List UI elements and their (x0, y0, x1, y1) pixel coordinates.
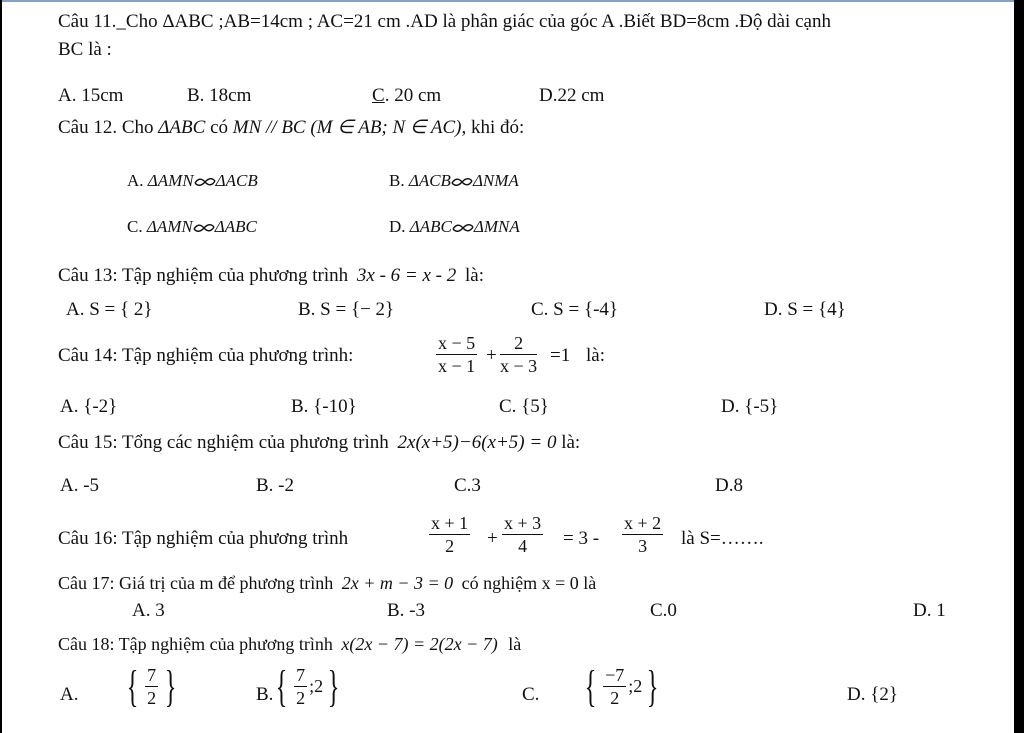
q18-text: Câu 18: Tập nghiệm của phương trình (58, 634, 333, 654)
q18-option-c-set (580, 661, 663, 711)
q16-f2-num: x + 3 (504, 513, 542, 533)
left-brace: { (584, 661, 597, 711)
q12-prefix: Câu 12. Cho (58, 117, 159, 138)
q16-suffix: là S=……. (681, 528, 764, 549)
q14-fraction-1 (436, 333, 477, 376)
q15-question (58, 432, 580, 454)
q15-option-c: C.3 (454, 475, 481, 496)
q18-option-d: D. {2} (847, 684, 898, 705)
q11-option-d: D.22 cm (539, 85, 605, 106)
q13-question (58, 265, 484, 287)
q15-option-d: D.8 (715, 475, 743, 496)
q12-a-left: ΔAMN (147, 171, 194, 190)
q12-option-a (127, 170, 258, 192)
q14-f1-den: x − 1 (438, 356, 476, 376)
q12-suffix: , khi đó: (461, 117, 525, 138)
q12-c-label: C. (127, 217, 143, 236)
q13-option-a: A. S = { 2} (66, 299, 153, 320)
q11-option-b: B. 18cm (187, 85, 252, 106)
right-brace: } (164, 661, 177, 711)
right-brace: } (327, 661, 340, 711)
q18-question (58, 633, 521, 655)
q12-a-right: ΔACB (215, 171, 258, 190)
q16-fraction-2 (502, 513, 543, 556)
q18-equation: x(2x − 7) = 2(2x − 7) (341, 634, 498, 654)
q18-option-b-set (271, 661, 344, 711)
similar-icon (194, 176, 216, 188)
q12-b-left: ΔACB (408, 171, 451, 190)
q15-text: Câu 15: Tổng các nghiệm của phương trình (58, 432, 389, 453)
q18-c-tail: ;2 (628, 676, 643, 696)
q12-d-right: ΔMNA (473, 217, 520, 236)
q17-option-c: C.0 (650, 600, 677, 621)
q16-mid: = 3 - (563, 528, 600, 549)
exam-page (2, 0, 1014, 733)
q16-question: Câu 16: Tập nghiệm của phương trình (58, 528, 349, 549)
q12-d-left: ΔABC (409, 217, 452, 236)
q16-fraction-1 (429, 513, 470, 556)
left-brace: { (126, 661, 139, 711)
q12-triangle: ΔABC (158, 117, 206, 138)
q14-option-b: B. {-10} (291, 396, 357, 417)
q17-option-a: A. 3 (132, 600, 165, 621)
q17-suffix: có nghiệm x = 0 là (461, 573, 597, 593)
q17-option-d: D. 1 (913, 600, 946, 621)
q18-b-num: 7 (296, 665, 306, 685)
q12-question (58, 117, 524, 139)
q12-option-d (389, 216, 520, 238)
similar-icon (452, 222, 474, 234)
q14-plus: + (486, 345, 497, 366)
q11-option-c-letter: C (372, 85, 385, 106)
q14-option-d: D. {-5} (721, 396, 779, 417)
q18-c-num: −7 (605, 665, 625, 685)
q11-option-c (372, 85, 441, 107)
q18-b-den: 2 (296, 688, 306, 708)
q13-option-c: C. S = {-4} (531, 299, 619, 320)
q18-option-a-set (122, 661, 181, 711)
q13-text: Câu 13: Tập nghiệm của phương trình (58, 265, 349, 286)
similar-icon (451, 176, 473, 188)
q18-c-fraction (603, 665, 626, 708)
right-brace: } (647, 661, 659, 711)
q14-question: Câu 14: Tập nghiệm của phương trình: (58, 345, 354, 366)
q16-f2-den: 4 (518, 536, 528, 556)
q16-fraction-3 (622, 513, 663, 556)
q16-f1-den: 2 (445, 536, 455, 556)
q14-suffix: là: (586, 345, 605, 366)
q18-suffix: là (508, 634, 522, 654)
q15-equation: 2x(x+5)−6(x+5) = 0 (397, 432, 557, 453)
q14-f2-den: x − 3 (500, 356, 538, 376)
q14-f2-num: 2 (500, 333, 537, 355)
q13-suffix: là: (465, 265, 485, 286)
q12-b-right: ΔNMA (472, 171, 519, 190)
q13-equation: 3x - 6 = x - 2 (356, 265, 457, 286)
q17-question (58, 572, 596, 594)
q16-f3-num: x + 2 (624, 513, 662, 533)
q12-condition: MN // BC (M ∈ AB; N ∈ AC) (232, 117, 462, 138)
q17-text: Câu 17: Giá trị của m để phương trình (58, 573, 334, 593)
q12-co: có (205, 117, 233, 138)
q12-d-label: D. (389, 217, 406, 236)
q11-line2: BC là : (58, 39, 112, 60)
q15-option-b: B. -2 (256, 475, 294, 496)
q12-a-label: A. (127, 171, 144, 190)
q15-suffix: là: (561, 432, 581, 453)
q16-f3-den: 3 (638, 536, 648, 556)
q11-line1: Câu 11._Cho ΔABC ;AB=14cm ; AC=21 cm .AD là phân giác của góc A .Biết BD=8cm .Độ dài cạnh (58, 11, 831, 32)
q15-option-a: A. -5 (60, 475, 100, 496)
q12-option-b (389, 170, 519, 192)
q16-f1-num: x + 1 (431, 513, 469, 533)
q18-option-b-label: B. (256, 684, 274, 705)
q13-option-d: D. S = {4} (764, 299, 846, 320)
q12-option-c (127, 216, 257, 238)
left-brace: { (275, 661, 288, 711)
q13-option-b: B. S = {− 2} (298, 299, 395, 320)
q18-a-fraction (145, 665, 158, 708)
q18-option-c-label: C. (522, 684, 540, 705)
similar-icon (193, 222, 215, 234)
q18-c-den: 2 (610, 688, 620, 708)
q18-b-tail: ;2 (309, 676, 324, 696)
q12-c-left: ΔAMN (146, 217, 193, 236)
q14-option-c: C. {5} (499, 396, 549, 417)
q14-equals: =1 (550, 345, 571, 366)
q16-plus: + (487, 528, 498, 549)
q18-a-num: 7 (147, 665, 157, 685)
q12-b-label: B. (389, 171, 405, 190)
q14-option-a: A. {-2} (60, 396, 118, 417)
q11-option-a: A. 15cm (58, 85, 124, 106)
q14-fraction-2 (500, 333, 537, 376)
q17-equation: 2x + m − 3 = 0 (341, 573, 454, 593)
q11-option-c-text: . 20 cm (384, 85, 442, 106)
q14-f1-num: x − 5 (438, 333, 476, 353)
q17-option-b: B. -3 (387, 600, 425, 621)
q18-a-den: 2 (147, 688, 157, 708)
q18-option-a-label: A. (60, 684, 79, 705)
q12-c-right: ΔABC (214, 217, 257, 236)
q18-b-fraction (294, 665, 307, 708)
